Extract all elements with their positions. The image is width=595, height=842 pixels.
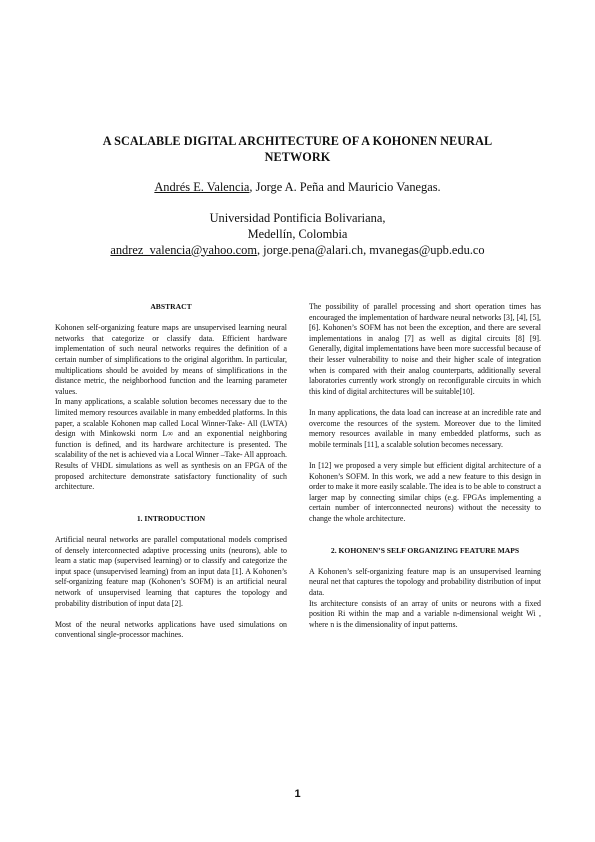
first-author: Andrés E. Valencia	[154, 180, 250, 194]
affiliation	[40, 211, 555, 258]
section-2-heading: 2. KOHONEN’S SELF ORGANIZING FEATURE MAPS	[330, 545, 520, 555]
section-2-paragraph-1: A Kohonen’s self-organizing feature map is an unsupervised learning neural net that captures the topology and probability distribution of input data.	[309, 566, 541, 598]
abstract-paragraph-2: In many applications, a scalable solution becomes necessary due to the limited memory resources available in many embedded platforms. In this paper, a scalable Kohonen map called Local Winner-Take- All (LWTA) design with Minkowski norm L∞ and an exponential neighboring function is defined, and its hardware architecture is presented. The scalability of the net is achieved via a Local Winner –Take- All approach. Results of VHDL simulations as well as synthesis on an FPGA of the proposed architecture demonstrate satisfactory functionality of such architecture.	[55, 397, 287, 492]
body-paragraph-2: In many applications, the data load can increase at an incredible rate and overcome the resources of the system. Moreover due to the limited memory resources available in many embedded platforms, such as mobile terminals [11], a scalable solution becomes necessary.	[309, 407, 541, 449]
introduction-paragraph-2: Most of the neural networks applications have used simulations on conventional single-processor machines.	[55, 619, 287, 640]
author-emails	[40, 243, 555, 259]
other-emails: , jorge.pena@alari.ch, mvanegas@upb.edu.co	[256, 242, 485, 257]
body-paragraph-1: The possibility of parallel processing and short operation times has encouraged the implementation of hardware neural networks [3], [4], [5], [6]. Kohonen’s SOFM has not been the exception, and there are several implementations in analog [7] as well as digital circuits [8] [9]. Generally, digital implementations have been more successful because of their lesser vulnerability to noise and their higher scale of integration when is compared with their analog counterparts, additionally several laboratories currently work strongly on reconfigurable circuits in which this kind of digital architectures will be suitable[10].	[309, 302, 541, 396]
abstract-paragraph-1: Kohonen self-organizing feature maps are unsupervised learning neural networks that categorize or classify data. Efficient hardware implementation of such neural networks requires the definition of a certain number of simplifications to the original algorithm. In particular, multiplications should be avoided by means of simplifications in the distance metric, the neighborhood function and the learning parameter values.	[55, 323, 287, 396]
body-paragraph-3: In [12] we proposed a very simple but efficient digital architecture of a Kohonen’s SOFM. In this work, we add a new feature to this design in order to make it more easily scalable. The idea is to be able to construct a larger map by connecting similar chips (e.g. FPGAs implementing a certain number of interconnected neurons) without the necessity to change the whole architecture.	[309, 460, 541, 523]
introduction-paragraph-1: Artificial neural networks are parallel computational models comprised of densely interconnected adaptive processing units (neurons), able to learn a static map (supervised learning) or to classify and categorize the input space (unsupervised learning) from an input data [1]. A Kohonen’s self-organizing feature map (Kohonen’s SOFM) is an artificial neural network of unsupervised learning that captures the topology and probability distribution of input data [2].	[55, 535, 287, 608]
page-number: 1	[294, 788, 301, 800]
author-list	[40, 180, 555, 195]
affiliation-institution: Universidad Pontificia Bolivariana,	[209, 211, 386, 225]
left-column	[55, 302, 287, 641]
affiliation-city: Medellín, Colombia	[247, 226, 348, 241]
other-authors: , Jorge A. Peña and Mauricio Vanegas.	[249, 180, 441, 194]
first-author-email: andrez_valencia@yahoo.com	[110, 242, 257, 257]
abstract-heading: ABSTRACT	[150, 302, 192, 311]
right-column	[309, 302, 541, 630]
introduction-heading: 1. INTRODUCTION	[136, 513, 206, 523]
section-2-paragraph-2: Its architecture consists of an array of units or neurons with a fixed position Ri within the map and a variable n-dimensional weight Wi , where n is the dimensionality of input patterns.	[309, 598, 541, 629]
paper-title: A SCALABLE DIGITAL ARCHITECTURE OF A KOHONEN NEURAL NETWORK	[102, 134, 493, 164]
